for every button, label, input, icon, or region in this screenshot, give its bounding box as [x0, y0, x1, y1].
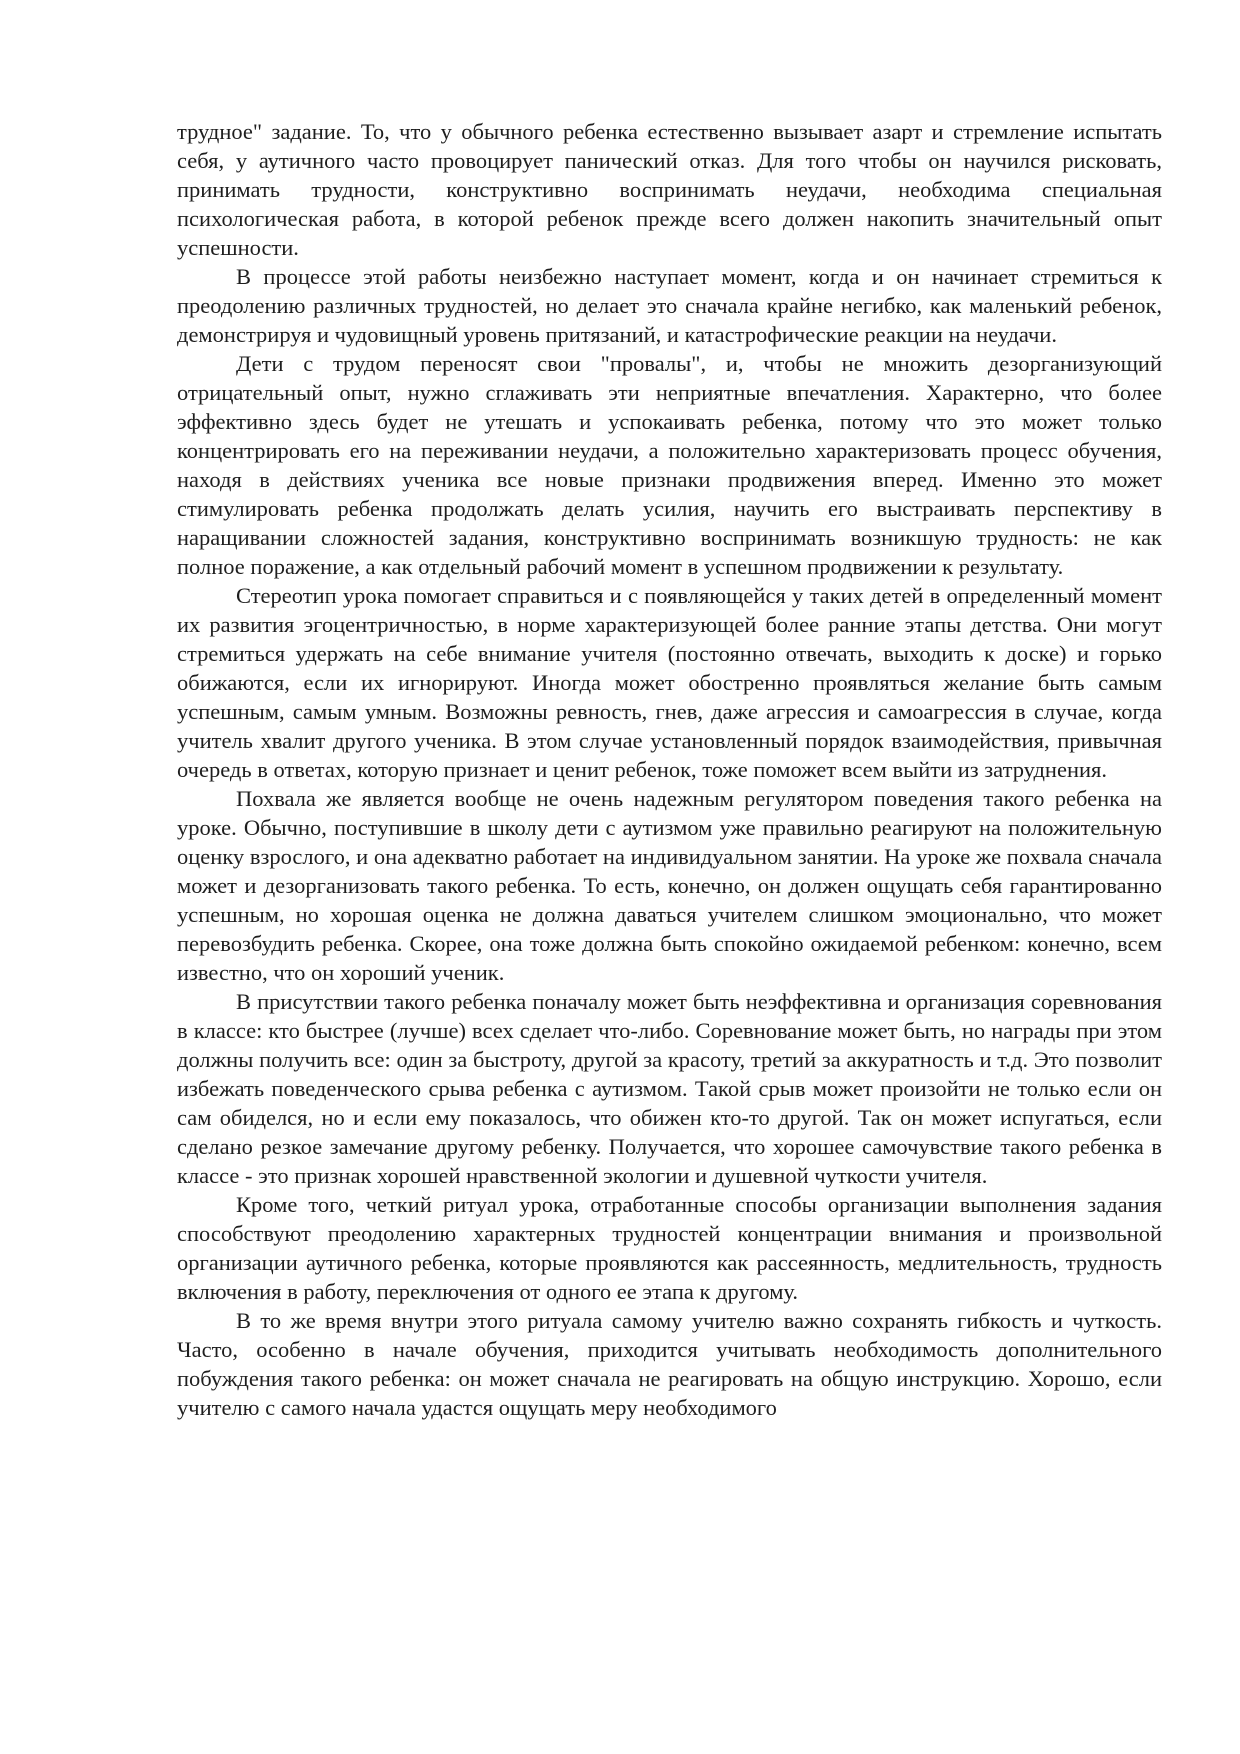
- paragraph-2: В процессе этой работы неизбежно наступает момент, когда и он начинает стремиться к преодолению различных трудностей, но делает это сначала крайне негибко, как маленький ребенок, демонстрируя и чудовищный уровень притязаний, и катастрофические реакции на неудачи.: [177, 264, 1162, 347]
- paragraph-6: В присутствии такого ребенка поначалу может быть неэффективна и организация соревнования в классе: кто быстрее (лучше) всех сделает что-либо. Соревнование может быть, но награды при этом должны получить все: один за быстроту, другой за красоту, третий за аккуратность и т.д. Это позволит избежать поведенческого срыва ребенка с аутизмом. Такой срыв может произойти не только если он сам обиделся, но и если ему показалось, что обижен кто-то другой. Так он может испугаться, если сделано резкое замечание другому ребенку. Получается, что хорошее самочувствие такого ребенка в классе - это признак хорошей нравственной экологии и душевной чуткости учителя.: [177, 989, 1162, 1188]
- paragraph-7: Кроме того, четкий ритуал урока, отработанные способы организации выполнения задания способствуют преодолению характерных трудностей концентрации внимания и произвольной организации аутичного ребенка, которые проявляются как рассеянность, медлительность, трудность включения в работу, переключения от одного ее этапа к другому.: [177, 1192, 1162, 1304]
- body-text: [177, 117, 1162, 1422]
- paragraph-5: Похвала же является вообще не очень надежным регулятором поведения такого ребенка на уроке. Обычно, поступившие в школу дети с аутизмом уже правильно реагируют на положительную оценку взрослого, и она адекватно работает на индивидуальном занятии. На уроке же похвала сначала может и дезорганизовать такого ребенка. То есть, конечно, он должен ощущать себя гарантированно успешным, но хорошая оценка не должна даваться учителем слишком эмоционально, что может перевозбудить ребенка. Скорее, она тоже должна быть спокойно ожидаемой ребенком: конечно, всем известно, что он хороший ученик.: [177, 786, 1162, 985]
- paragraph-1: трудное" задание. То, что у обычного ребенка естественно вызывает азарт и стремление испытать себя, у аутичного часто провоцирует панический отказ. Для того чтобы он научился рисковать, принимать трудности, конструктивно воспринимать неудачи, необходима специальная психологическая работа, в которой ребенок прежде всего должен накопить значительный опыт успешности.: [177, 119, 1162, 260]
- paragraph-8: В то же время внутри этого ритуала самому учителю важно сохранять гибкость и чуткость. Часто, особенно в начале обучения, приходится учитывать необходимость дополнительного побуждения такого ребенка: он может сначала не реагировать на общую инструкцию. Хорошо, если учителю с самого начала удастся ощущать меру необходимого: [177, 1308, 1162, 1420]
- paragraph-4: Стереотип урока помогает справиться и с появляющейся у таких детей в определенный момент их развития эгоцентричностью, в норме характеризующей более ранние этапы детства. Они могут стремиться удержать на себе внимание учителя (постоянно отвечать, выходить к доске) и горько обижаются, если их игнорируют. Иногда может обостренно проявляться желание быть самым успешным, самым умным. Возможны ревность, гнев, даже агрессия и самоагрессия в случае, когда учитель хвалит другого ученика. В этом случае установленный порядок взаимодействия, привычная очередь в ответах, которую признает и ценит ребенок, тоже поможет всем выйти из затруднения.: [177, 583, 1162, 782]
- paragraph-3: Дети с трудом переносят свои "провалы", и, чтобы не множить дезорганизующий отрицательный опыт, нужно сглаживать эти неприятные впечатления. Характерно, что более эффективно здесь будет не утешать и успокаивать ребенка, потому что это может только концентрировать его на переживании неудачи, а положительно характеризовать процесс обучения, находя в действиях ученика все новые признаки продвижения вперед. Именно это может стимулировать ребенка продолжать делать усилия, научить его выстраивать перспективу в наращивании сложностей задания, конструктивно воспринимать возникшую трудность: не как полное поражение, а как отдельный рабочий момент в успешном продвижении к результату.: [177, 351, 1162, 579]
